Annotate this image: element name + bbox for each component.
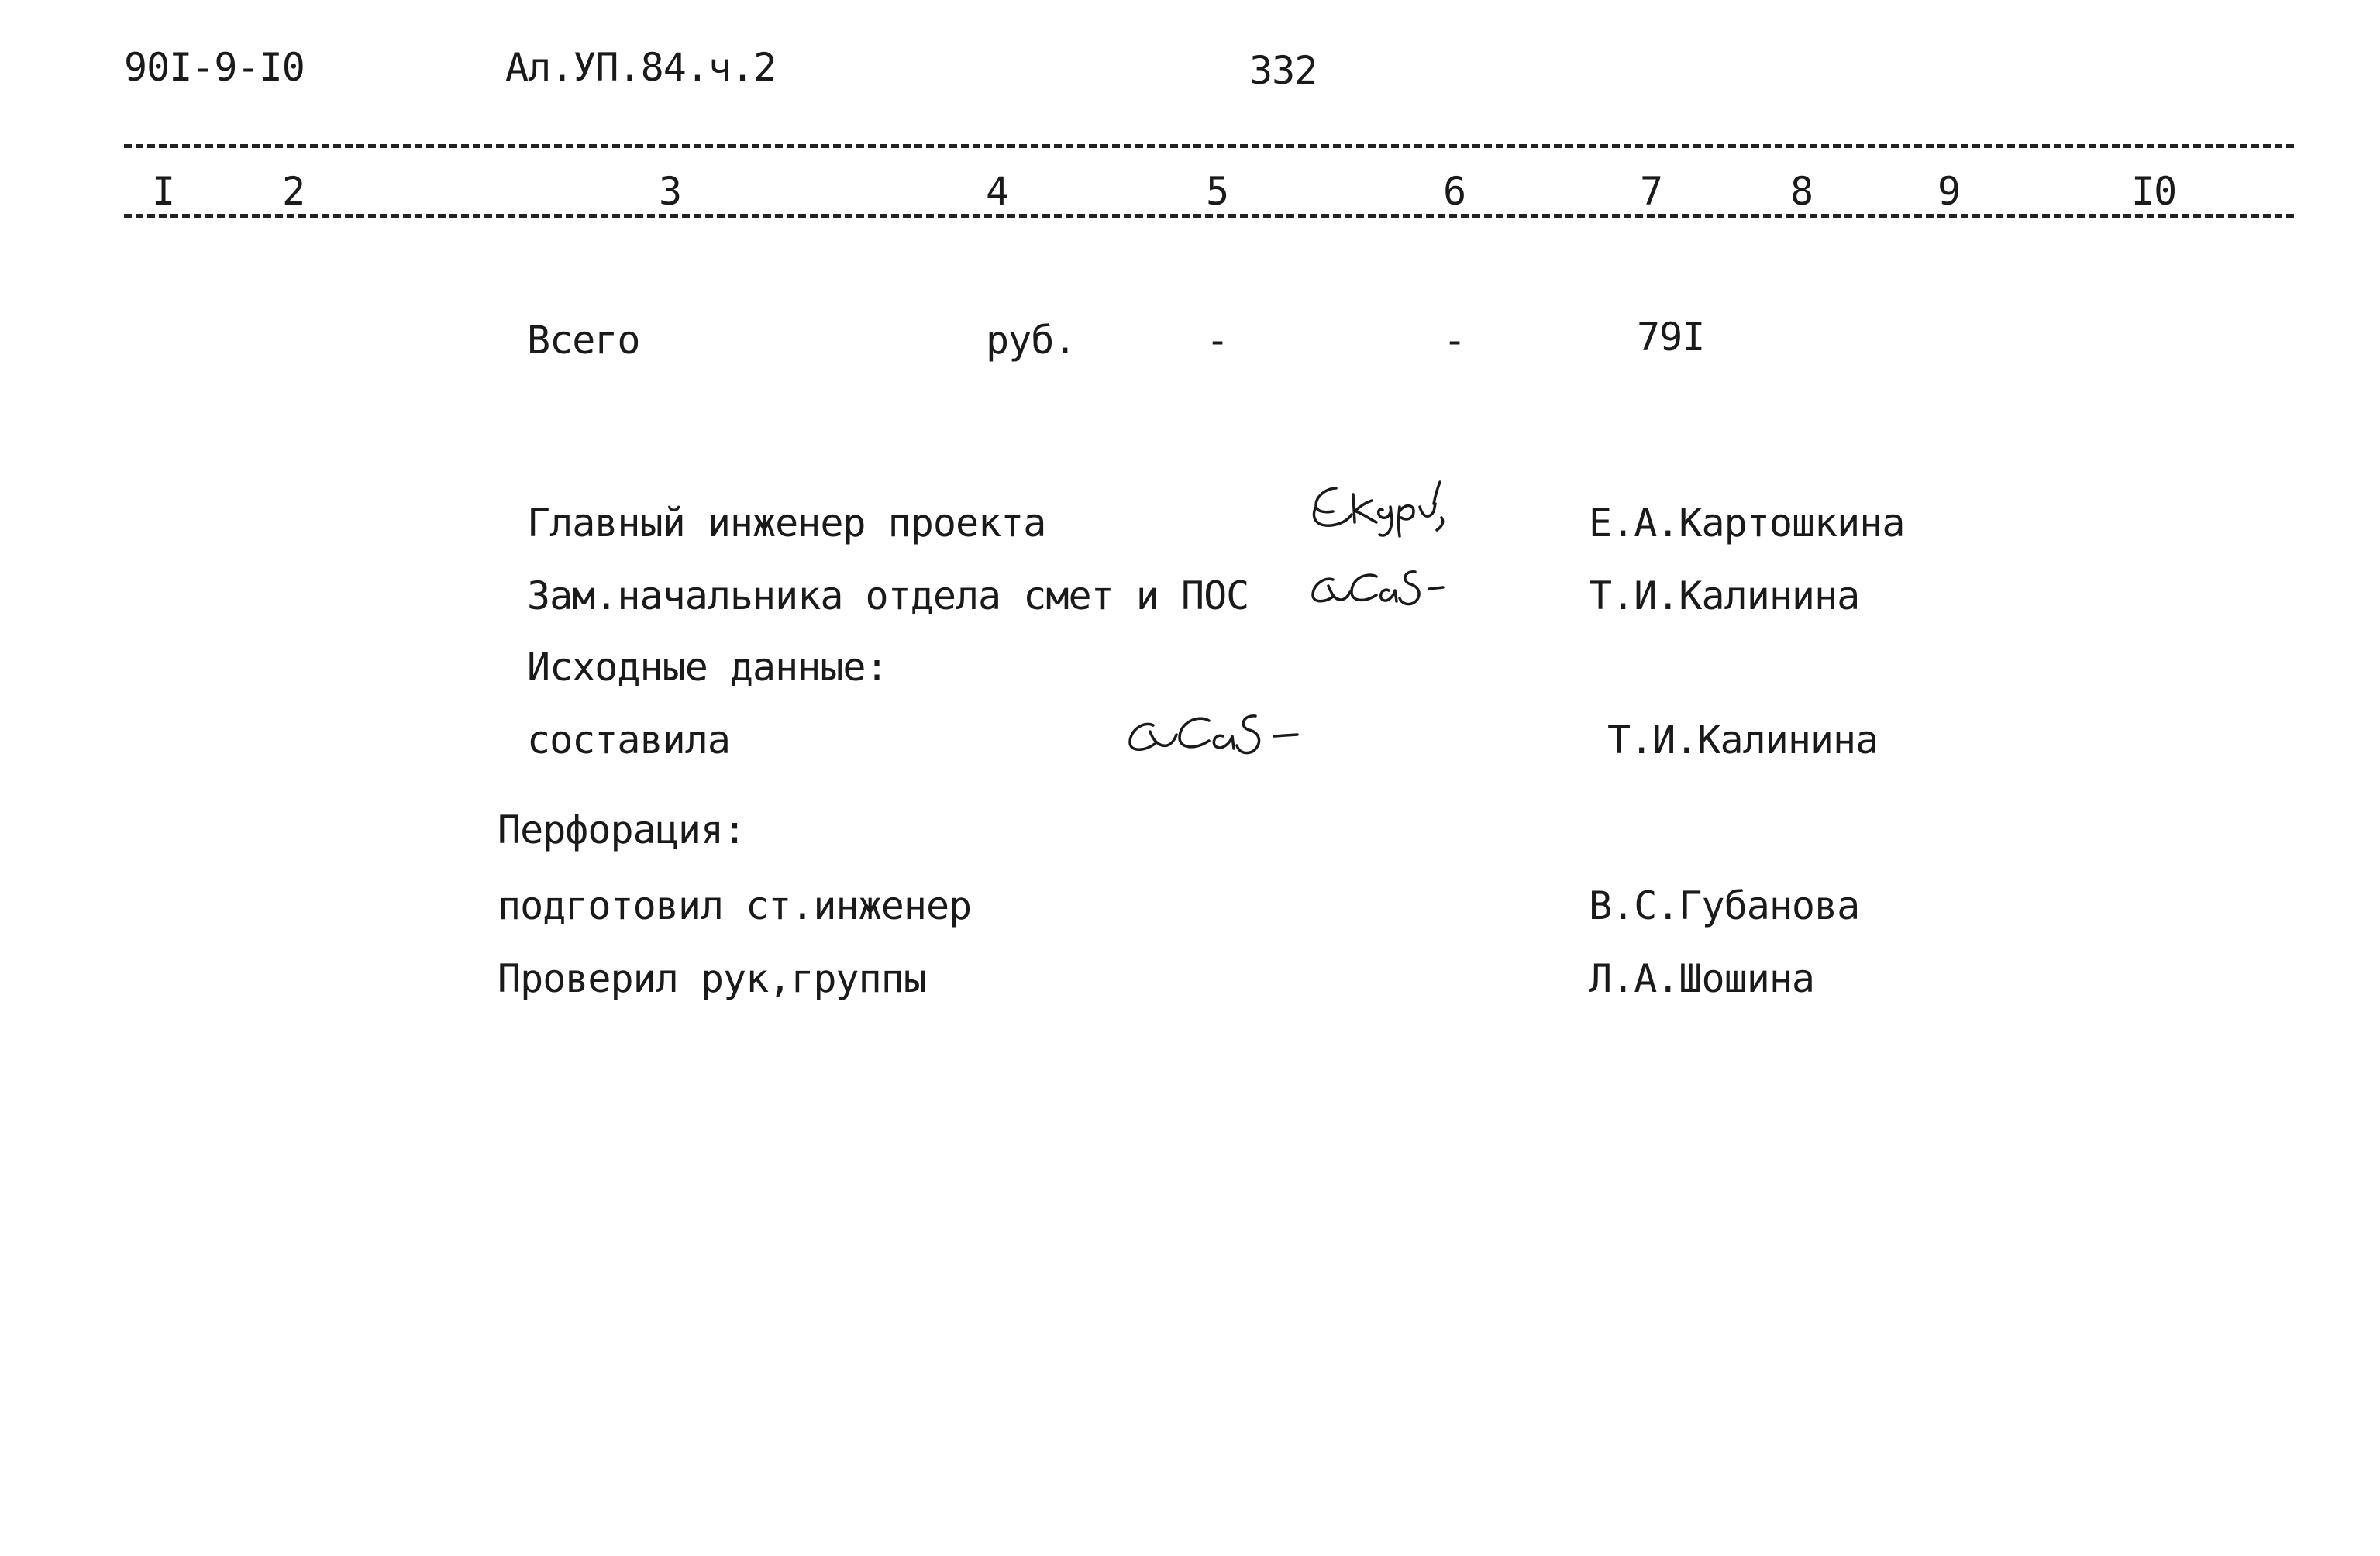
checked-by-name: Л.А.Шошина bbox=[1589, 956, 1815, 1001]
column-number: 2 bbox=[282, 169, 305, 214]
total-label: Всего bbox=[527, 318, 640, 363]
source-data-heading: Исходные данные: bbox=[527, 645, 888, 690]
total-col6-dash: - bbox=[1443, 318, 1466, 363]
table-top-rule bbox=[124, 144, 2294, 148]
prepared-by-role: подготовил ст.инженер bbox=[498, 883, 972, 928]
column-number: 6 bbox=[1443, 169, 1466, 214]
document-code: 90I-9-I0 bbox=[124, 45, 305, 90]
handwritten-signature-compiler bbox=[1122, 697, 1347, 767]
table-bottom-rule bbox=[124, 214, 2294, 218]
total-col7-value: 79I bbox=[1637, 315, 1705, 360]
signatory-name: Т.И.Калинина bbox=[1589, 573, 1860, 618]
column-number: 4 bbox=[986, 169, 1009, 214]
column-number: I0 bbox=[2131, 169, 2177, 214]
column-number: 9 bbox=[1937, 169, 1961, 214]
column-number: 7 bbox=[1640, 169, 1663, 214]
page-number: 332 bbox=[1249, 48, 1317, 93]
signatory-role: составила bbox=[527, 718, 730, 763]
album-reference: Ал.УП.84.ч.2 bbox=[505, 45, 777, 90]
handwritten-signature-chief-engineer bbox=[1305, 471, 1491, 541]
total-unit: руб. bbox=[986, 318, 1076, 363]
column-number: 5 bbox=[1206, 169, 1229, 214]
column-number: 8 bbox=[1790, 169, 1813, 214]
total-col5-dash: - bbox=[1206, 318, 1229, 363]
perforation-heading: Перфорация: bbox=[498, 807, 746, 852]
signatory-name: Т.И.Калинина bbox=[1607, 718, 1879, 763]
signatory-name: Е.А.Картошкина bbox=[1589, 501, 1905, 546]
column-number: 3 bbox=[659, 169, 682, 214]
signatory-role: Зам.начальника отдела смет и ПОС bbox=[527, 573, 1249, 618]
column-number: I bbox=[152, 169, 175, 214]
checked-by-role: Проверил рук,группы bbox=[498, 956, 926, 1001]
signatory-role: Главный инженер проекта bbox=[527, 501, 1046, 546]
prepared-by-name: В.С.Губанова bbox=[1589, 883, 1860, 928]
handwritten-signature-deputy-head bbox=[1302, 556, 1488, 618]
